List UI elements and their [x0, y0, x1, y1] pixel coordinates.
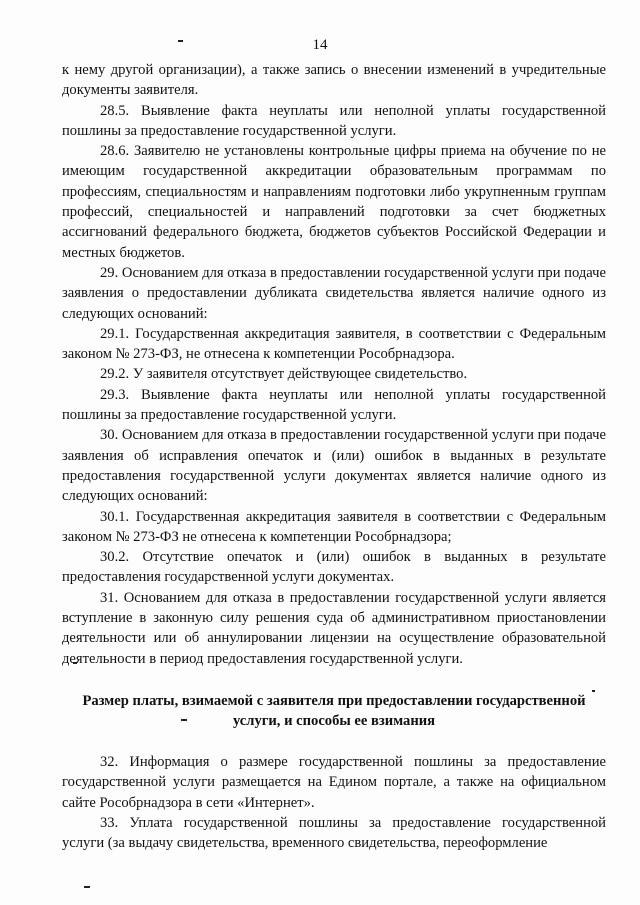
paragraph-30-2: 30.2. Отсутствие опечаток и (или) ошибок в выданных в результате предоставления государственной услуги документах.: [62, 549, 606, 586]
paragraph-29-3: 29.3. Выявление факта неуплаты или неполной уплаты государственной пошлины за предоставление государственной услуги.: [62, 386, 606, 424]
paragraph-28-5: 28.5. Выявление факта неуплаты или неполной уплаты государственной пошлины за предоставление государственной услуги.: [62, 102, 606, 139]
page-number: 14: [312, 37, 328, 53]
paragraph-33: 33. Уплата государственной пошлины за предоставление государственной услуги (за выдачу свидетельства, временного свидетельства, переоформление: [62, 814, 606, 852]
paragraph-29: 29. Основанием для отказа в предоставлении государственной услуги при подаче заявления о предоставлении дубликата свидетельства является наличие одного из следующих оснований:: [62, 264, 606, 322]
paragraph-30-1: 30.1. Государственная аккредитация заявителя в соответствии с Федеральным законом № 273-ФЗ не отнесена к компетенции Рособрнадзора;: [62, 508, 606, 545]
paragraph-30: 30. Основанием для отказа в предоставлении государственной услуги при подаче заявления об исправления опечаток и (или) ошибок в выданных в результате предоставления государственной услуги документах является наличие одного из следующих оснований:: [62, 427, 606, 505]
scan-mark: [84, 886, 90, 888]
paragraph-29-1: 29.1. Государственная аккредитация заявителя, в соответствии с Федеральным законом № 273-ФЗ, не отнесена к компетенции Рособрнадзора.: [62, 325, 606, 363]
paragraph-32: 32. Информация о размере государственной пошлины за предоставление государственной услуги размещается на Едином портале, а также на официальном сайте Рособрнадзора в сети «Интернет».: [62, 753, 606, 811]
paragraph-continuation: к нему другой организации), а также запись о внесении изменений в учредительные документы заявителя.: [62, 62, 606, 99]
document-body: [62, 60, 606, 853]
paragraph-31: 31. Основанием для отказа в предоставлении государственной услуги является вступление в законную силу решения суда об административном приостановлении деятельности или об аннулировании лицензии на осуществление образовательной деятельности в период предоставления государственной услуги.: [62, 589, 606, 667]
section-heading: Размер платы, взимаемой с заявителя при предоставлении государственной услуги, и способы ее взимания: [82, 692, 586, 730]
paragraph-29-2: 29.2. У заявителя отсутствует действующее свидетельство.: [100, 366, 468, 383]
paragraph-28-6: 28.6. Заявителю не установлены контрольные цифры приема на обучение по не имеющим государственной аккредитации образовательным программам по профессиям, специальностям и направлениям подготовки либо укрупненным группам профессий, специальностей и направлений подготовки за счет бюджетных ассигнований федерального бюджета, бюджетов субъектов Российской Федерации и местных бюджетов.: [62, 143, 606, 261]
